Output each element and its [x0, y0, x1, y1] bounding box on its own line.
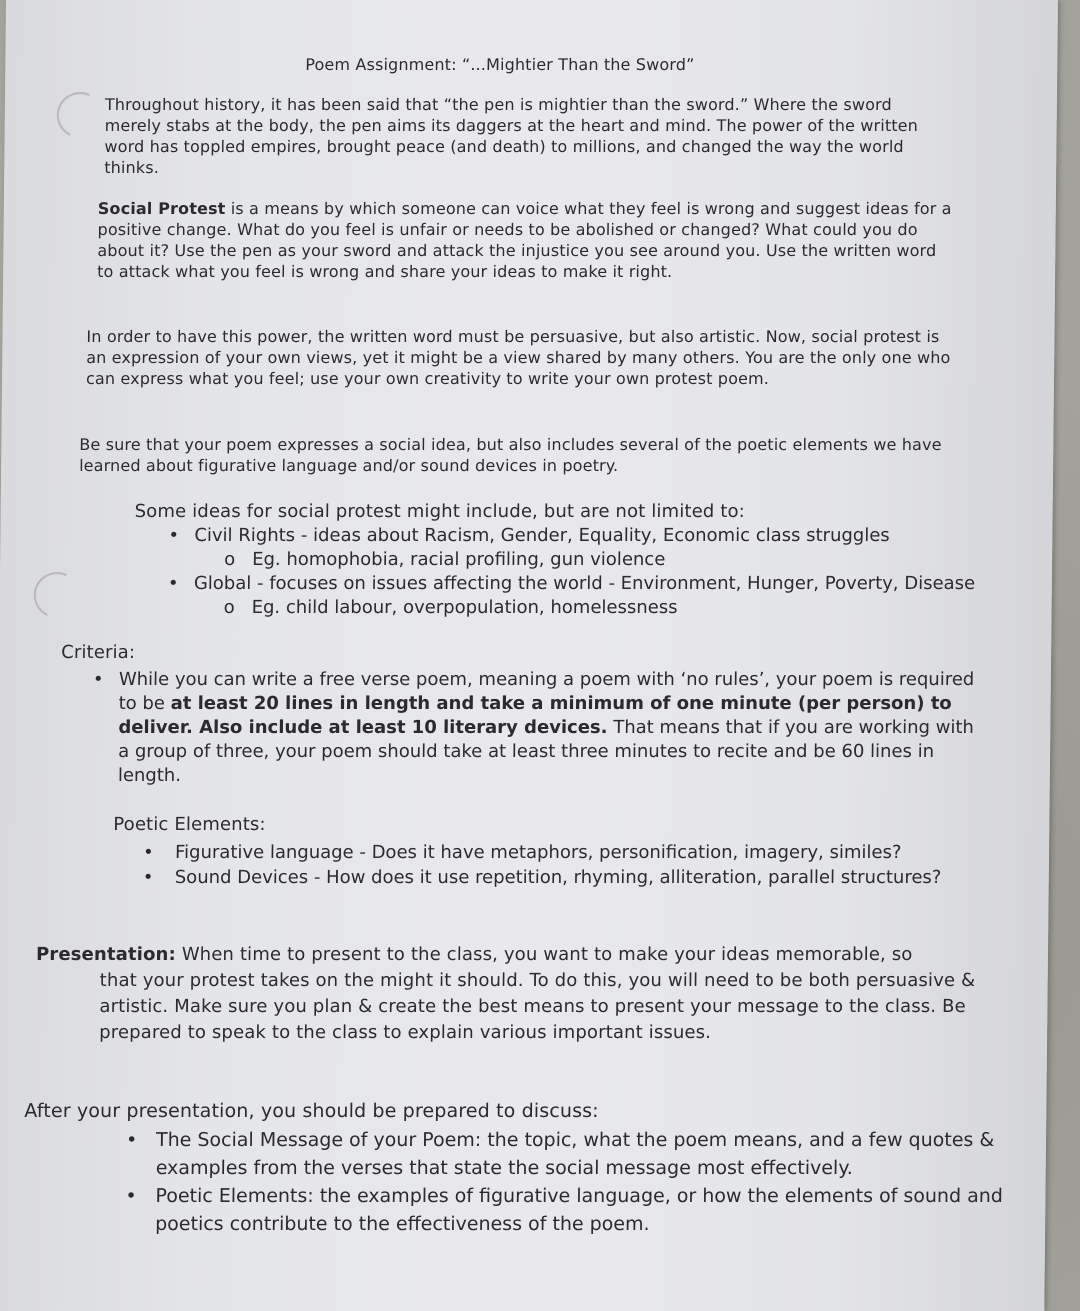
after-presentation-list — [125, 1126, 1016, 1238]
idea-text: Global - focuses on issues affecting the world - Environment, Hunger, Poverty, Disease — [193, 573, 976, 594]
criteria-text-1: While you can write a free verse poem, meaning a poem with ‘no rules’, your poem is required to be — [118, 669, 975, 714]
ideas-list — [160, 524, 1001, 620]
presentation-label: Presentation: — [35, 944, 176, 965]
presentation-first-line: When time to present to the class, you want to make your ideas memorable, so — [175, 944, 913, 965]
idea-example: Eg. child labour, overpopulation, homelessness — [251, 597, 678, 618]
circle-bullet-icon: o — [223, 597, 235, 618]
criteria-requirements: at least 20 lines in length and take a minimum of one minute (per person) to deliver. Also include at least 10 literary devices. — [118, 693, 952, 738]
after-item-text: The Social Message of your Poem: the topic, what the poem means, and a few quotes & examples from the verses that state the social message most effectively. — [155, 1129, 995, 1179]
list-item — [86, 668, 987, 788]
bullet-icon: • — [167, 573, 179, 594]
list-item — [143, 865, 1003, 890]
list-item — [160, 524, 1000, 548]
circle-bullet-icon: o — [224, 549, 236, 570]
poetic-item-text: Figurative language - Does it have metaphors, personification, imagery, similes? — [174, 842, 902, 863]
idea-example: Eg. homophobia, racial profiling, gun violence — [252, 549, 666, 570]
punch-hole-middle — [27, 566, 86, 625]
presentation-rest: that your protest takes on the might it should. To do this, you will need to be both persuasive & artistic. Make sure you plan & create the best means to present your message to the class. Be prepared to speak to the class to explain various important issues. — [99, 970, 976, 1043]
presentation-paragraph — [35, 942, 1011, 1046]
power-paragraph: In order to have this power, the written word must be persuasive, but also artistic. Now, social protest is an expression of your own views, yet it might be a view shared by many others. You are the only one who can express what you feel; use your own creativity to write your own protest poem. — [85, 327, 951, 388]
list-item — [160, 548, 1000, 572]
page-title: Poem Assignment: “...Mightier Than the Sword” — [305, 55, 695, 74]
social-protest-term: Social Protest — [97, 199, 226, 218]
poetic-item-text: Sound Devices - How does it use repetition, rhyming, alliteration, parallel structures? — [174, 867, 942, 888]
bullet-icon: • — [92, 669, 104, 690]
criteria-list — [86, 668, 987, 788]
poetic-elements-heading: Poetic Elements: — [113, 814, 266, 835]
bullet-icon: • — [142, 867, 154, 888]
after-item-text: Poetic Elements: the examples of figurative language, or how the elements of sound and poetics contribute to the effectiveness of the poem. — [155, 1185, 1003, 1235]
be-sure-paragraph: Be sure that your poem expresses a social idea, but also includes several of the poetic elements we have learned about figurative language and/or sound devices in poetry. — [79, 435, 942, 475]
list-item — [160, 596, 1000, 620]
list-item — [143, 840, 1003, 865]
list-item — [125, 1182, 1016, 1238]
idea-text: Civil Rights - ideas about Racism, Gender, Equality, Economic class struggles — [194, 525, 890, 546]
list-item — [160, 572, 1000, 596]
poetic-elements-list — [143, 840, 1004, 890]
bullet-icon: • — [168, 525, 180, 546]
punch-hole-top — [50, 86, 109, 145]
criteria-heading: Criteria: — [61, 642, 136, 663]
bullet-icon: • — [125, 1129, 138, 1151]
intro-paragraph: Throughout history, it has been said that “the pen is mightier than the sword.” Where the sword merely stabs at the body, the pen aims its daggers at the heart and mind. The power of the written word has toppled empires, brought peace (and death) to millions, and changed the way the world thinks. — [104, 95, 919, 177]
after-presentation-heading: After your presentation, you should be prepared to discuss: — [24, 1100, 599, 1122]
list-item — [126, 1126, 1017, 1182]
ideas-heading: Some ideas for social protest might include, but are not limited to: — [134, 501, 746, 522]
criteria-text-2: That means that if you are working with a group of three, your poem should take at least three minutes to recite and be 60 lines in length. — [117, 717, 975, 786]
bullet-icon: • — [142, 842, 154, 863]
social-protest-paragraph — [97, 198, 953, 282]
bullet-icon: • — [125, 1185, 137, 1207]
social-protest-text: is a means by which someone can voice what they feel is wrong and suggest ideas for a positive change. What do you feel is unfair or needs to be abolished or changed? What could you do about it? Use the pen as your sword and attack the injustice you see around you. Use the written word to attack what you feel is wrong and share your ideas to make it right. — [97, 199, 952, 281]
